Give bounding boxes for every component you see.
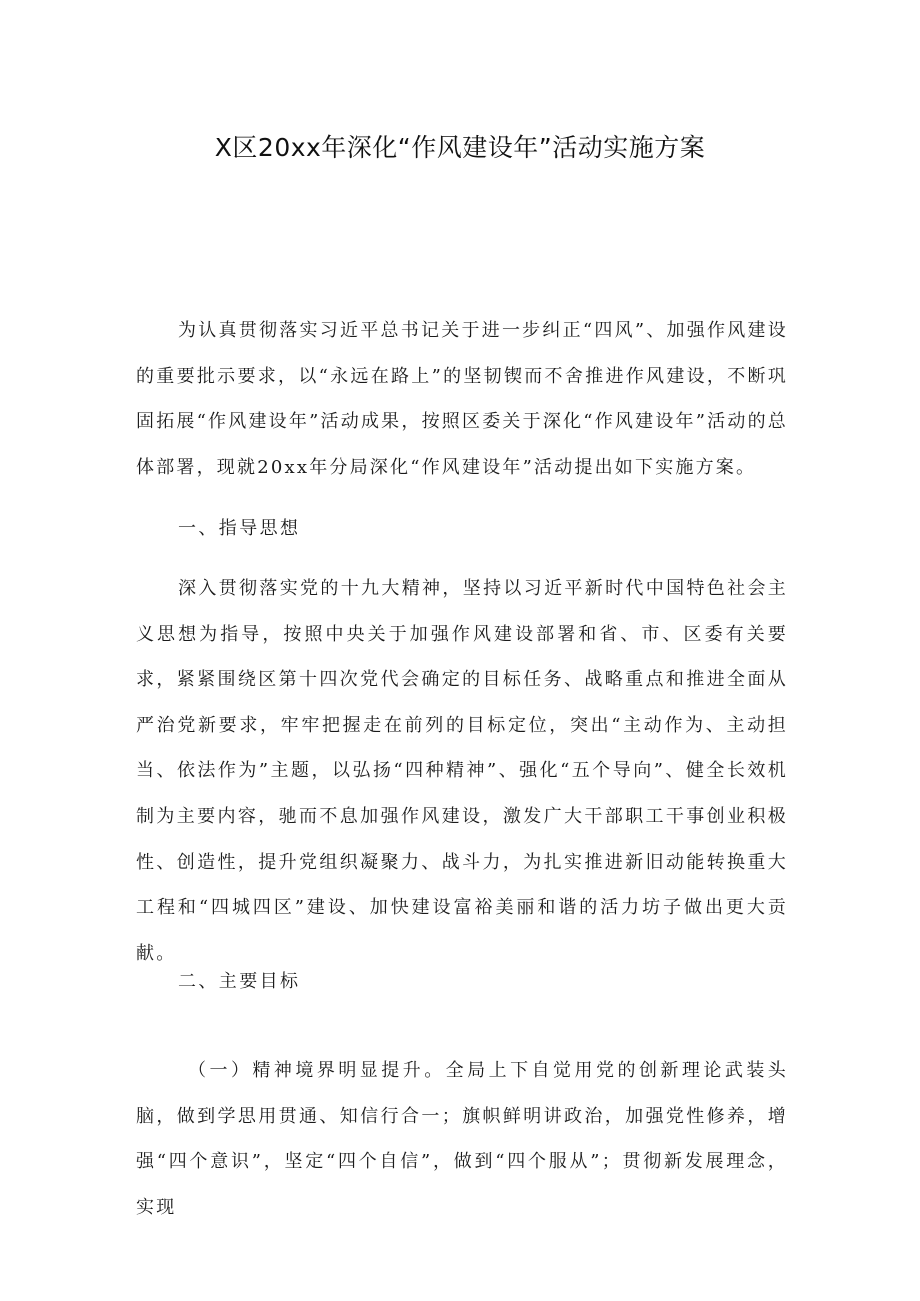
- section-paragraph-main-goals: （一）精神境界明显提升。全局上下自觉用党的创新理论武装头脑，做到学思用贯通、知信行合一；旗帜鲜明讲政治，加强党性修养，增强“四个意识”，坚定“四个自信”，做到“四个服从”；贯彻新发展理念，实现: [136, 1060, 788, 1218]
- section-heading-guiding-ideology: 一、指导思想: [178, 518, 301, 539]
- document-title: X区20xx年深化“作风建设年”活动实施方案: [214, 133, 706, 162]
- section-paragraph-guiding-ideology: 深入贯彻落实党的十九大精神，坚持以习近平新时代中国特色社会主义思想为指导，按照中央关于加强作风建设部署和省、市、区委有关要求，紧紧围绕区第十四次党代会确定的目标任务、战略重点和推进全面从严治党新要求，牢牢把握走在前列的目标定位，突出“主动作为、主动担当、依法作为”主题，以弘扬“四种精神”、强化“五个导向”、健全长效机制为主要内容，驰而不息加强作风建设，激发广大干部职工干事创业积极性、创造性，提升党组织凝聚力、战斗力，为扎实推进新旧动能转换重大工程和“四城四区”建设、加快建设富裕美丽和谐的活力坊子做出更大贡献。: [136, 578, 788, 964]
- section-heading-main-goals: 二、主要目标: [178, 971, 301, 992]
- intro-paragraph: 为认真贯彻落实习近平总书记关于进一步纠正“四风”、加强作风建设的重要批示要求，以“永远在路上”的坚韧锲而不舍推进作风建设，不断巩固拓展“作风建设年”活动成果，按照区委关于深化“作风建设年”活动的总体部署，现就20xx年分局深化“作风建设年”活动提出如下实施方案。: [136, 320, 788, 478]
